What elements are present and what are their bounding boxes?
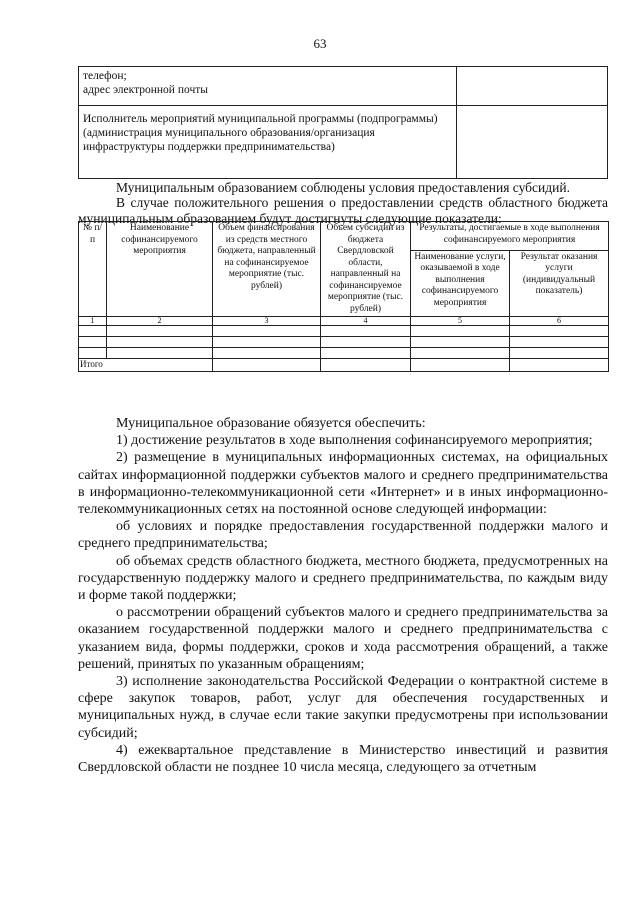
- table-cell: [457, 106, 608, 179]
- paragraph: о рассмотрении обращений субъектов малого и среднего предпринимательства за оказанием государственной поддержки малого и среднего предпринимательства с указанием вида, формы поддержки, сроков и хода рассмотрения обращений, а также решений, принятых по указанным обращениям;: [78, 605, 608, 672]
- paragraph: 2) размещение в муниципальных информационных системах, на официальных сайтах информационной поддержки субъектов малого и среднего предпринимательства в информационно-телекоммуникационной сети «Интернет» и в иных информационно-телекоммуникационных сетях на постоянной основе следующей информации:: [78, 450, 608, 518]
- paragraph: об условиях и порядке предоставления государственной поддержки малого и среднего предпринимательства;: [78, 519, 608, 552]
- table-cell: телефон; адрес электронной почты: [79, 67, 457, 106]
- paragraph: об объемах средств областного бюджета, местного бюджета, предусмотренных на государственную поддержку малого и среднего предпринимательства, по каждым виду и форме такой поддержки;: [78, 553, 608, 604]
- paragraph: Муниципальное образование обязуется обеспечить:: [116, 416, 426, 431]
- table-row: [79, 106, 608, 179]
- table-row: [79, 326, 609, 337]
- intro-paragraph-1: Муниципальным образованием соблюдены условия предоставления субсидий.: [116, 180, 570, 195]
- header-service: Наименование услуги, оказываемой в ходе выполнения софинансируемого мероприятия: [411, 250, 510, 316]
- table-header-row: [79, 222, 609, 251]
- col-number: 6: [510, 317, 609, 326]
- table-row: [79, 348, 609, 359]
- paragraph: 1) достижение результатов в ходе выполнения софинансируемого мероприятия;: [116, 433, 593, 449]
- table-cell: Исполнитель мероприятий муниципальной программы (подпрограммы) (администрация муниципального образования/организация инфраструктуры поддержки предпринимательства): [79, 106, 457, 179]
- header-result: Результат оказания услуги (индивидуальный показатель): [510, 250, 609, 316]
- intro-paragraph-2: В случае положительного решения о предоставлении средств областного бюджета муниципальным образованием будут достигнуты следующие показатели:: [78, 195, 608, 226]
- col-number: 3: [213, 317, 321, 326]
- col-number: 2: [107, 317, 213, 326]
- paragraph: 4) ежеквартальное представление в Министерство инвестиций и развития Свердловской области не позднее 10 числа месяца, следующего за отчетным: [78, 742, 608, 776]
- header-subsidy: Объем субсидии из бюджета Свердловской области, направленный на софинансируемое мероприятие (тыс. рублей): [321, 222, 411, 317]
- paragraph: 3) исполнение законодательства Российской Федерации о контрактной системе в сфере закупок товаров, работ, услуг для обеспечения государственных и муниципальных нужд, в случае если такие закупки предусмотрены при использовании субсидий;: [78, 674, 608, 741]
- table-row: [79, 359, 609, 372]
- page-number: 63: [313, 36, 327, 51]
- header-results: Результаты, достигаемые в ходе выполнения софинансируемого мероприятия: [411, 222, 609, 251]
- col-number: 5: [411, 317, 510, 326]
- total-label: Итого: [79, 359, 213, 372]
- header-num: № п/п: [79, 222, 107, 317]
- col-number: 4: [321, 317, 411, 326]
- header-local-budget: Объем финансирования из средств местного бюджета, направленный на софинансируемое мероприятие (тыс. рублей): [213, 222, 321, 317]
- results-table: [78, 221, 609, 372]
- table-cell: [457, 67, 608, 106]
- col-number: 1: [79, 317, 107, 326]
- table-row: [79, 67, 608, 106]
- obligations-text: [78, 415, 608, 776]
- table-row: [79, 317, 609, 326]
- contact-table: [78, 66, 608, 179]
- header-name: Наименование софинансируемого мероприятия: [107, 222, 213, 317]
- table-row: [79, 337, 609, 348]
